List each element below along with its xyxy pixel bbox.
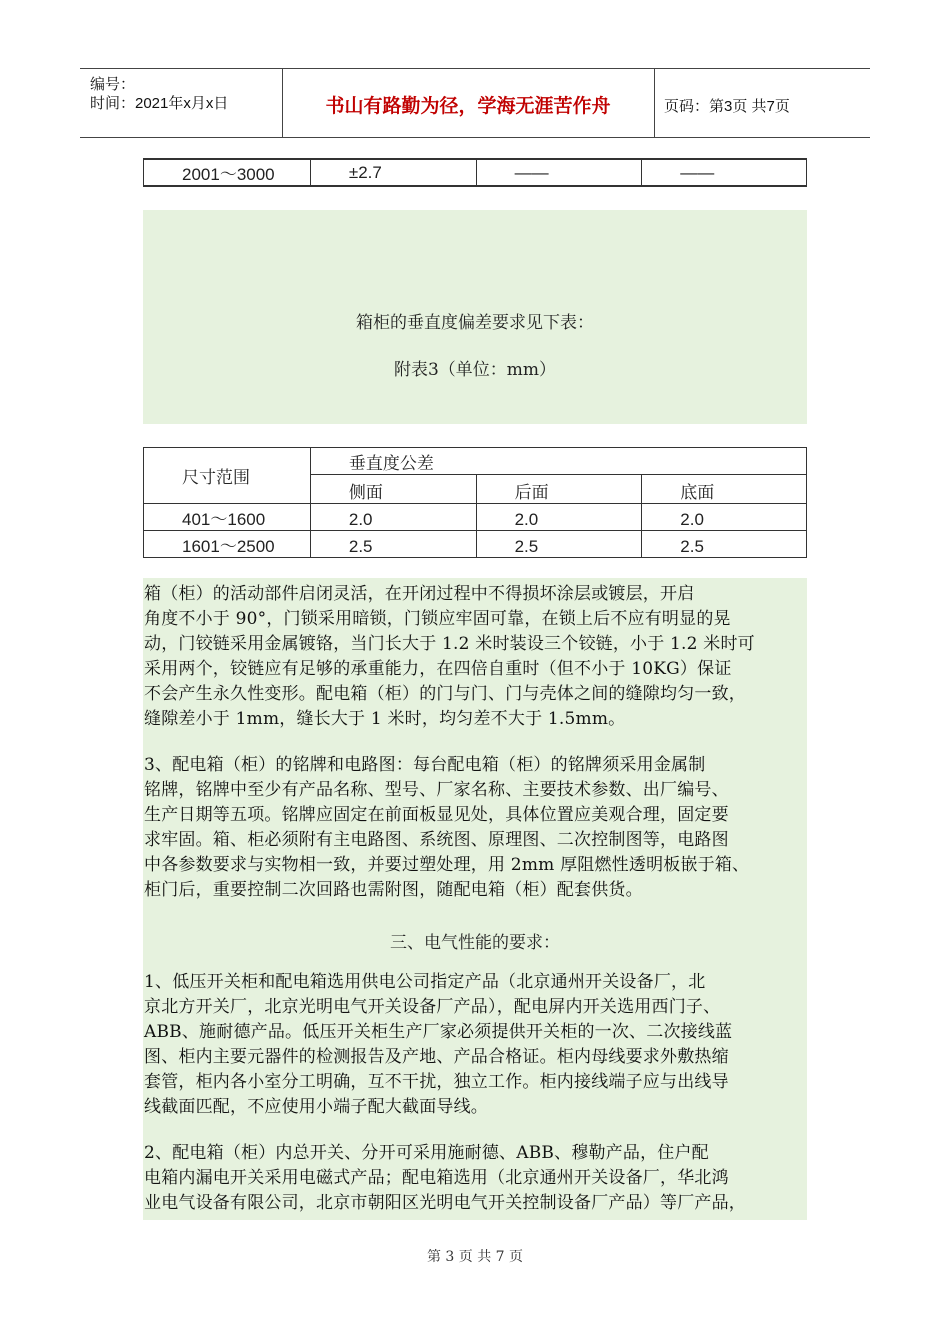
table-row: [144, 159, 807, 186]
text-line: 动，门铰链采用金属镀铬，当门长大于 1.2 米时装设三个铰链，小于 1.2 米时可: [144, 634, 755, 654]
page-header: [80, 68, 870, 138]
header-divider: [654, 69, 655, 137]
text-line: 图、柜内主要元器件的检测报告及产地、产品合格证。柜内母线要求外敷热缩: [144, 1047, 729, 1067]
paragraph-nameplate: [144, 753, 806, 903]
table-cell: 2.0: [476, 504, 642, 531]
column-group-header: 垂直度公差: [310, 448, 806, 475]
text-line: 业电气设备有限公司，北京市朝阳区光明电气开关控制设备厂产品）等厂产品，: [144, 1193, 746, 1213]
verticality-table: [143, 447, 807, 558]
doc-date: 时间：2021年x月x日: [90, 95, 229, 112]
text-line: 柜门后，重要控制二次回路也需附图，随配电箱（柜）配套供货。: [144, 880, 643, 900]
table-cell: ±2.7: [310, 159, 476, 186]
table-cell: 2.0: [310, 504, 476, 531]
table-row: [144, 504, 807, 531]
text-line: 求牢固。箱、柜必须附有主电路图、系统图、原理图、二次控制图等，电路图: [144, 830, 729, 850]
text-line: 生产日期等五项。铭牌应固定在前面板显见处，具体位置应美观合理，固定要: [144, 805, 729, 825]
text-line: 2、配电箱（柜）内总开关、分开可采用施耐德、ABB、穆勒产品，住户配: [144, 1143, 709, 1163]
tolerance-table-fragment: [143, 158, 807, 187]
table-cell: 2.0: [642, 504, 807, 531]
table-cell: 2001～3000: [144, 159, 311, 186]
column-header-back: 后面: [476, 475, 642, 504]
table-cell: 2.5: [310, 531, 476, 558]
column-header-side: 侧面: [310, 475, 476, 504]
text-line: 角度不小于 90°，门锁采用暗锁，门锁应牢固可靠，在锁上后不应有明显的晃: [144, 609, 731, 629]
table-intro-text: 箱柜的垂直度偏差要求见下表：: [356, 313, 594, 333]
text-line: 不会产生永久性变形。配电箱（柜）的门与门、门与壳体之间的缝隙均匀一致，: [144, 684, 746, 704]
text-line: 套管，柜内各小室分工明确，互不干扰，独立工作。柜内接线端子应与出线导: [144, 1072, 729, 1092]
text-line: 3、配电箱（柜）的铭牌和电路图：每台配电箱（柜）的铭牌须采用金属制: [144, 755, 706, 775]
text-line: 缝隙差小于 1mm，缝长大于 1 米时，均匀差不大于 1.5mm。: [144, 709, 626, 729]
table-cell: 2.5: [642, 531, 807, 558]
text-line: ABB、施耐德产品。低压开关柜生产厂家必须提供开关柜的一次、二次接线蓝: [144, 1022, 733, 1042]
paragraph-door-hardware: [144, 582, 806, 732]
paragraph-breakers: [144, 1141, 806, 1216]
text-line: 1、低压开关柜和配电箱选用供电公司指定产品（北京通州开关设备厂，北: [144, 972, 706, 992]
text-line: 京北方开关厂，北京光明电气开关设备厂产品），配电屏内开关选用西门子、: [144, 997, 721, 1017]
table-cell: ——: [476, 159, 642, 186]
section-title: 三、电气性能的要求：: [390, 933, 560, 953]
table-cell: 2.5: [476, 531, 642, 558]
table-row: [144, 531, 807, 558]
header-motto: 书山有路勤为径，学海无涯苦作舟: [325, 95, 611, 117]
text-line: 采用两个，铰链应有足够的承重能力，在四倍自重时（但不小于 10KG）保证: [144, 659, 732, 679]
text-line: 铭牌，铭牌中至少有产品名称、型号、厂家名称、主要技术参数、出厂编号、: [144, 780, 729, 800]
doc-number-label: 编号：: [90, 76, 136, 93]
header-divider: [282, 69, 283, 137]
page-footer: 第 3 页 共 7 页: [426, 1249, 524, 1265]
header-page-info: 页码：第3页 共7页: [664, 98, 790, 115]
text-line: 电箱内漏电开关采用电磁式产品；配电箱选用（北京通州开关设备厂，华北鸿: [144, 1168, 729, 1188]
table-header-row: [144, 448, 807, 475]
text-line: 线截面匹配，不应使用小端子配大截面导线。: [144, 1097, 488, 1117]
table-cell: 401～1600: [144, 504, 311, 531]
text-line: 中各参数要求与实物相一致，并要过塑处理，用 2mm 厚阻燃性透明板嵌于箱、: [144, 855, 750, 875]
column-header-size-range: 尺寸范围: [144, 448, 311, 504]
text-line: 箱（柜）的活动部件启闭灵活，在开闭过程中不得损坏涂层或镀层，开启: [144, 584, 695, 604]
paragraph-switchgear: [144, 970, 806, 1120]
table-caption: 附表3（单位：mm）: [393, 360, 557, 380]
table-cell: ——: [642, 159, 807, 186]
table-cell: 1601～2500: [144, 531, 311, 558]
column-header-bottom: 底面: [642, 475, 807, 504]
